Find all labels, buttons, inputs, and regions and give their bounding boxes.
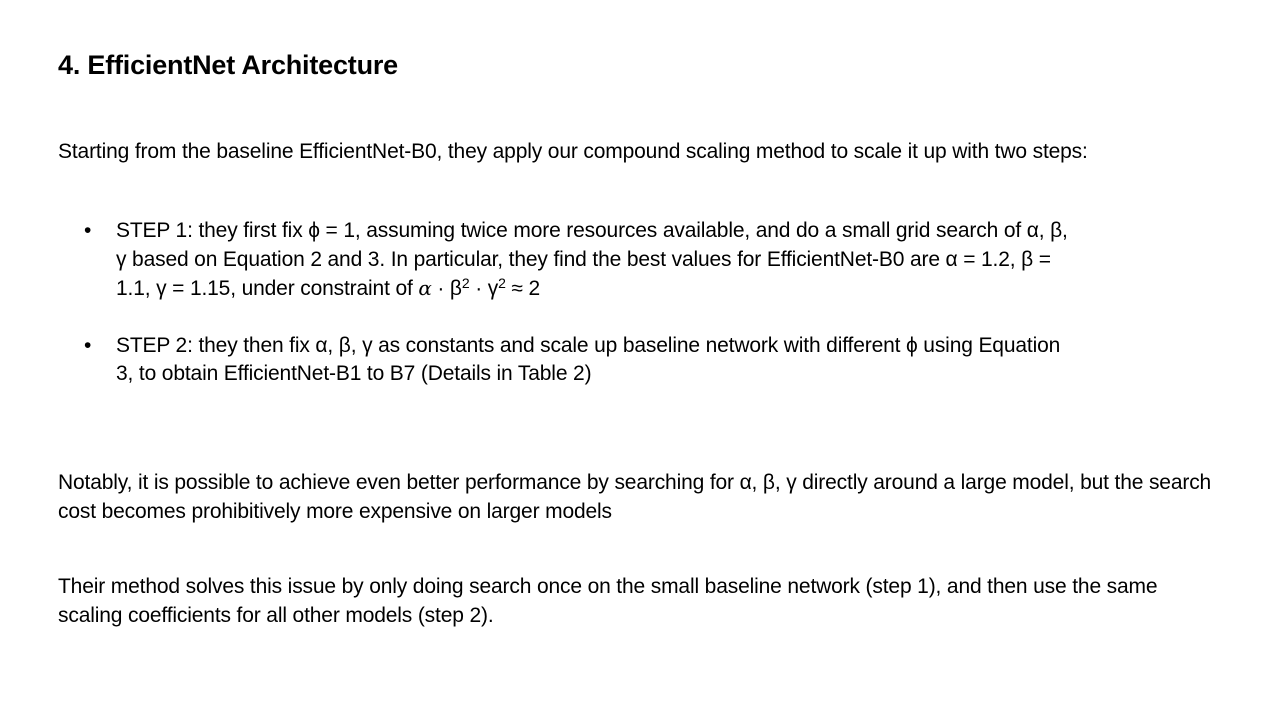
formula-alpha: α bbox=[418, 276, 432, 300]
slide-title: 4. EfficientNet Architecture bbox=[58, 50, 398, 80]
step-2-line-1: STEP 2: they then fix α, β, γ as constants and scale up baseline network with different ϕ using Equation bbox=[116, 333, 1061, 357]
bullet-icon: • bbox=[84, 333, 92, 357]
formula-approx: ≈ 2 bbox=[505, 277, 540, 300]
formula-beta-exponent: 2 bbox=[461, 275, 470, 291]
notably-paragraph: Notably, it is possible to achieve even better performance by searching for α, β, γ directly around a large model, but the search cost becomes prohibitively more expensive on larger models bbox=[58, 471, 1212, 523]
formula-beta: · β bbox=[431, 277, 462, 300]
step-1-line-2: γ based on Equation 2 and 3. In particular, they find the best values for EfficientNet-B0 are α = 1.2, β = bbox=[116, 247, 1051, 271]
formula-gamma-exponent: 2 bbox=[498, 275, 506, 291]
intro-paragraph: Starting from the baseline EfficientNet-B0, they apply our compound scaling method to scale it up with two steps: bbox=[58, 140, 1088, 163]
steps-list bbox=[84, 217, 1144, 389]
method-paragraph: Their method solves this issue by only doing search once on the small baseline network (step 1), and then use the same scaling coefficients for all other models (step 2). bbox=[58, 575, 1158, 627]
step-2-item bbox=[84, 332, 1144, 389]
step-1-line-1: STEP 1: they first fix ϕ = 1, assuming twice more resources available, and do a small grid search of α, β, bbox=[116, 219, 1068, 242]
step-2-line-2: 3, to obtain EfficientNet-B1 to B7 (Details in Table 2) bbox=[116, 362, 592, 385]
step-1-line-3 bbox=[116, 274, 1144, 304]
step-1-line-3-text: 1.1, γ = 1.15, under constraint of bbox=[116, 277, 419, 300]
step-1-item bbox=[84, 217, 1144, 304]
formula-gamma: · γ bbox=[469, 277, 499, 300]
bullet-icon: • bbox=[84, 219, 92, 242]
